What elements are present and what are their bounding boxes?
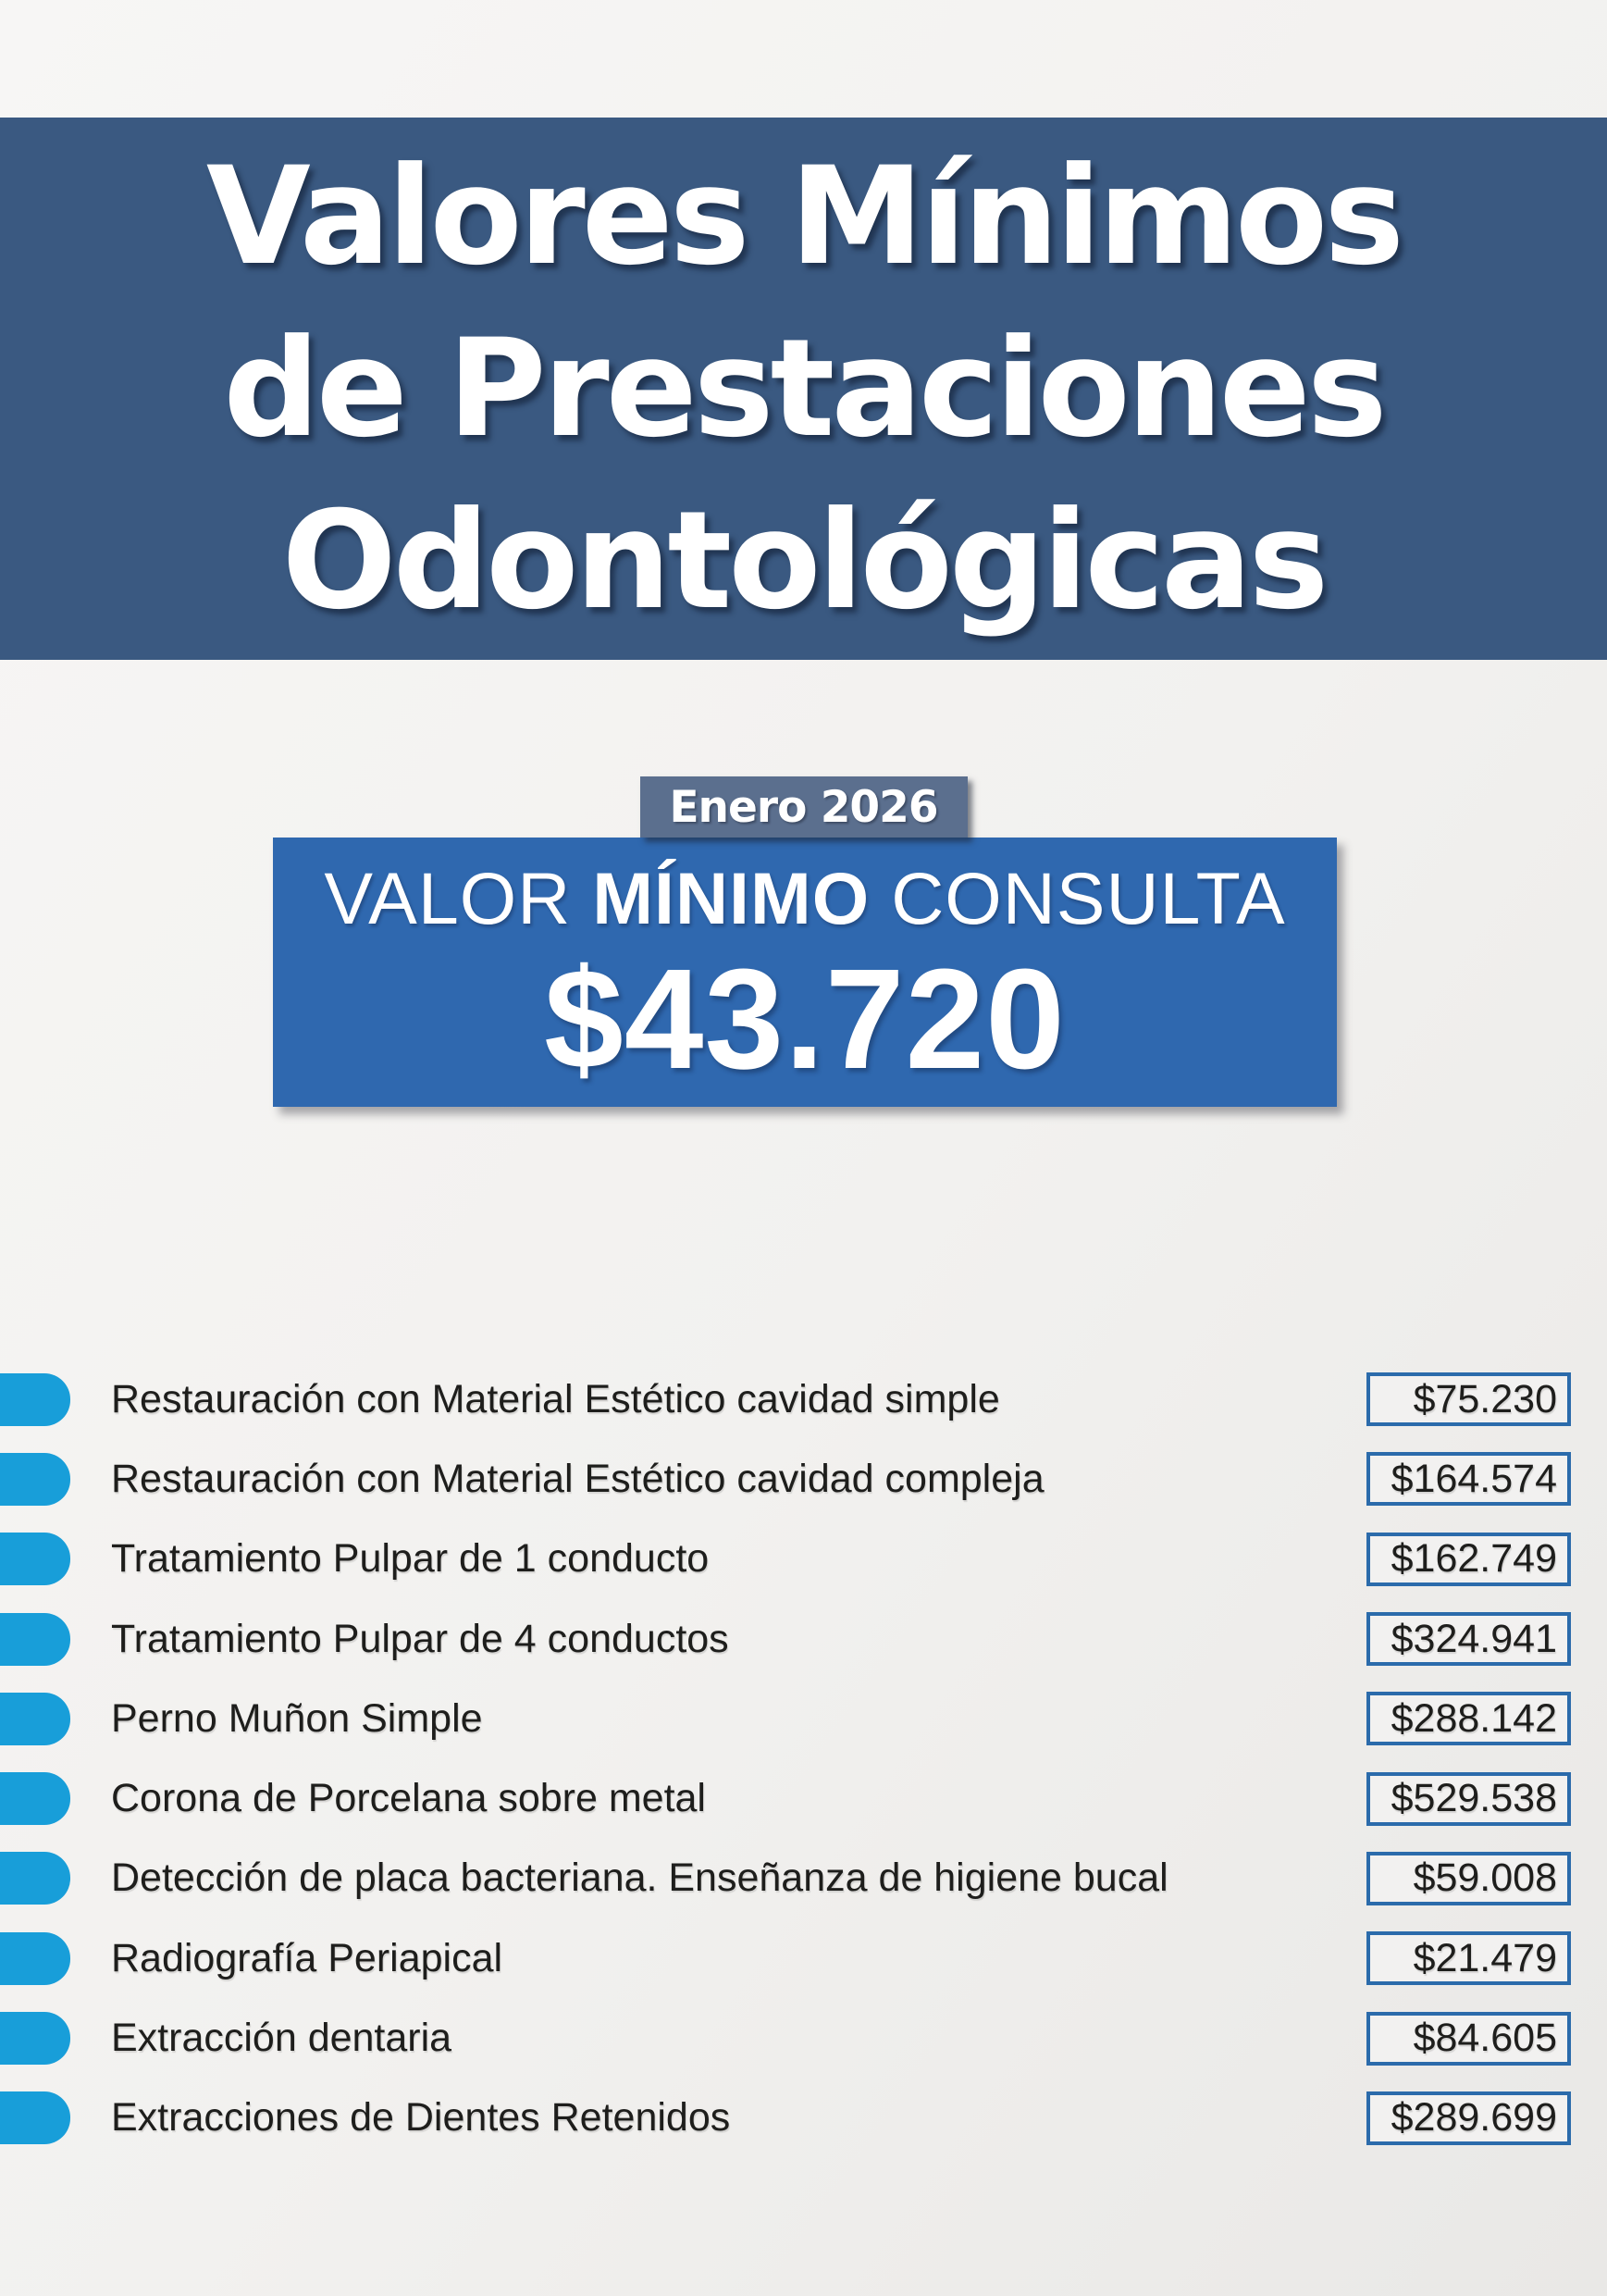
page-title-line-3: Odontológicas [281, 482, 1326, 639]
service-row [0, 1359, 1607, 1439]
service-label: Extracción dentaria [111, 2016, 452, 2061]
consulta-label-pre: VALOR [324, 857, 593, 939]
service-row [0, 1998, 1607, 2078]
service-label: Detección de placa bacteriana. Enseñanza de higiene bucal [111, 1855, 1168, 1901]
service-row [0, 1839, 1607, 1918]
page-title-line-2: de Prestaciones [223, 310, 1384, 467]
service-row [0, 1599, 1607, 1679]
service-row [0, 1758, 1607, 1838]
service-row [0, 1439, 1607, 1519]
service-price: $59.008 [1413, 1855, 1557, 1901]
header-banner [0, 118, 1607, 660]
service-price-box [1366, 1692, 1571, 1745]
service-price-box [1366, 1852, 1571, 1905]
service-price-box [1366, 1612, 1571, 1666]
bullet-pill-icon [0, 1932, 70, 1985]
service-price-box [1366, 1533, 1571, 1586]
consulta-label-post: CONSULTA [870, 857, 1286, 939]
service-price: $162.749 [1391, 1536, 1557, 1582]
service-label: Restauración con Material Estético cavidad simple [111, 1376, 1000, 1421]
service-label: Extracciones de Dientes Retenidos [111, 2095, 731, 2141]
service-label: Tratamiento Pulpar de 4 conductos [111, 1616, 729, 1661]
bullet-pill-icon [0, 1533, 70, 1585]
service-label: Corona de Porcelana sobre metal [111, 1776, 706, 1821]
service-price: $21.479 [1413, 1935, 1557, 1980]
service-label: Restauración con Material Estético cavidad compleja [111, 1456, 1045, 1501]
service-price: $324.941 [1391, 1616, 1557, 1661]
period-badge [640, 776, 968, 838]
bullet-pill-icon [0, 1772, 70, 1825]
service-price-box [1366, 1372, 1571, 1426]
service-row [0, 1679, 1607, 1758]
service-price: $529.538 [1391, 1776, 1557, 1821]
bullet-pill-icon [0, 1373, 70, 1426]
bullet-pill-icon [0, 2091, 70, 2144]
bullet-pill-icon [0, 1613, 70, 1666]
service-row [0, 2079, 1607, 2158]
consulta-value: $43.720 [544, 939, 1066, 1098]
period-badge-label: Enero 2026 [669, 781, 938, 833]
service-price: $75.230 [1413, 1376, 1557, 1421]
service-label: Radiografía Periapical [111, 1935, 503, 1980]
page-title-line-1: Valores Mínimos [205, 138, 1402, 295]
service-price: $84.605 [1413, 2016, 1557, 2061]
service-price-box [1366, 1452, 1571, 1506]
consulta-box [273, 838, 1337, 1107]
services-list [0, 1359, 1607, 2158]
service-label: Tratamiento Pulpar de 1 conducto [111, 1536, 710, 1582]
service-price: $288.142 [1391, 1695, 1557, 1741]
service-price-box [1366, 1931, 1571, 1985]
service-price: $289.699 [1391, 2095, 1557, 2141]
service-row [0, 1520, 1607, 1599]
bullet-pill-icon [0, 2012, 70, 2065]
bullet-pill-icon [0, 1852, 70, 1905]
consulta-label [324, 857, 1286, 939]
service-row [0, 1918, 1607, 1998]
service-price-box [1366, 1772, 1571, 1826]
bullet-pill-icon [0, 1693, 70, 1745]
service-price: $164.574 [1391, 1456, 1557, 1501]
consulta-label-bold: MÍNIMO [592, 857, 871, 939]
service-price-box [1366, 2091, 1571, 2145]
service-label: Perno Muñon Simple [111, 1695, 483, 1741]
bullet-pill-icon [0, 1453, 70, 1506]
service-price-box [1366, 2012, 1571, 2066]
